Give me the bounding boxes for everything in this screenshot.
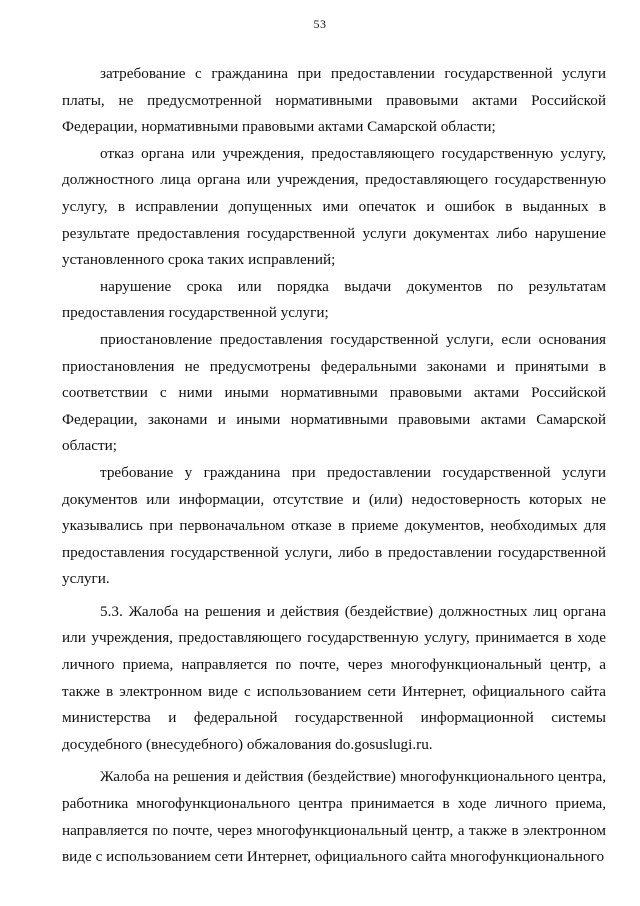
paragraph-mfc-complaint: Жалоба на решения и действия (бездействие) многофункционального центра, работника многофункционального центра принимается в ходе личного приема, направляется по почте, через многофункциональный центр, а также в электронном виде с использованием сети Интернет, официального сайта многофункционального [62,768,606,866]
paragraph-fee-demand: затребование с гражданина при предоставлении государственной услуги платы, не предусмотренной нормативными правовыми актами Российской Федерации, нормативными правовыми актами Самарской области; [62,65,606,136]
paragraph-correction-refusal: отказ органа или учреждения, предоставляющего государственную услугу, должностного лица органа или учреждения, предоставляющего государственную услугу, в исправлении допущенных ими опечаток и ошибок в выданных в результате предоставления государственной услуги документах либо нарушение установленного срока таких исправлений; [62,144,606,269]
page-number: 53 [313,17,327,31]
paragraph-suspension: приостановление предоставления государственной услуги, если основания приостановления не предусмотрены федеральными законами и принятыми в соответствии с ними иными нормативными правовыми актами Российской Федерации, законами и иными нормативными правовыми актами Самарской области; [62,330,606,455]
document-body [62,61,606,871]
paragraph-complaint-5-3: 5.3. Жалоба на решения и действия (бездействие) должностных лиц органа или учреждения, предоставляющего государственную услугу, принимается в ходе личного приема, направляется по почте, через многофункциональный центр, а также в электронном виде с использованием сети Интернет, официального сайта министерства и федеральной государственной информационной системы досудебного (внесудебного) обжалования do.gosuslugi.ru. [62,602,606,753]
paragraph-issue-deadline: нарушение срока или порядка выдачи документов по результатам предоставления государственной услуги; [62,277,606,322]
paragraph-document-demand: требование у гражданина при предоставлении государственной услуги документов или информации, отсутствие и (или) недостоверность которых не указывались при первоначальном отказе в приеме документов, необходимых для предоставления государственной услуги, либо в предоставлении государственной услуги. [62,463,606,588]
